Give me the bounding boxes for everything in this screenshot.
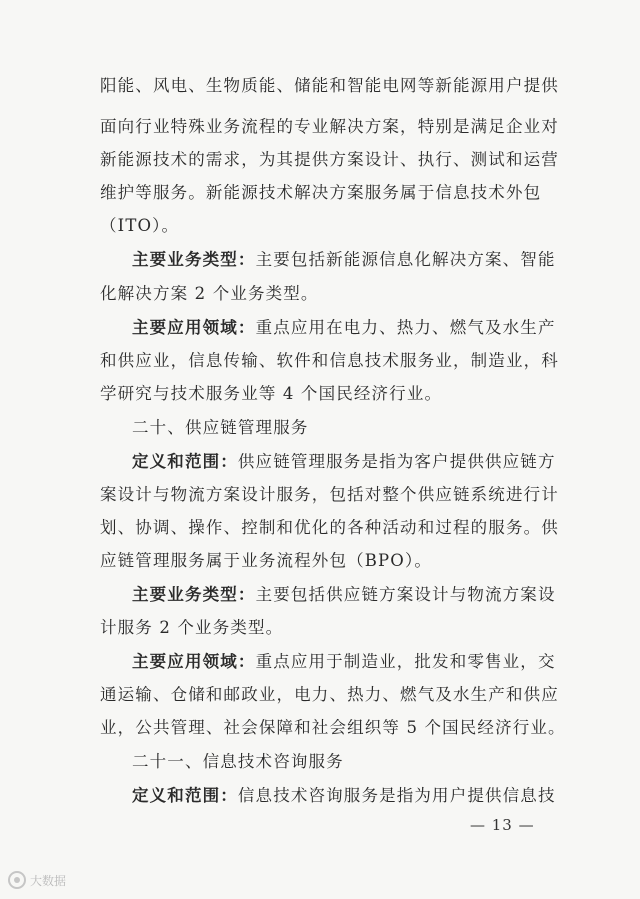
paragraph-line: 业，公共管理、社会保障和社会组织等 5 个国民经济行业。 — [100, 718, 566, 737]
paragraph-line: 新能源技术的需求，为其提供方案设计、执行、测试和运营 — [100, 150, 559, 169]
page-number: — 13 — — [470, 816, 535, 834]
paragraph-line: 维护等服务。新能源技术解决方案服务属于信息技术外包 — [100, 183, 542, 202]
application-field-label: 主要应用领域： — [132, 318, 256, 337]
definition-label: 定义和范围： — [132, 452, 238, 471]
business-type-label: 主要业务类型： — [132, 585, 256, 604]
application-field-paragraph — [132, 652, 556, 672]
definition-paragraph — [132, 452, 556, 472]
brand-logo-icon — [8, 871, 26, 889]
section-heading: 二十、供应链管理服务 — [132, 418, 309, 437]
paragraph-line: 阳能、风电、生物质能、储能和智能电网等新能源用户提供 — [100, 76, 559, 95]
definition-text: 信息技术咨询服务是指为用户提供信息技 — [237, 786, 556, 805]
application-field-text: 重点应用于制造业，批发和零售业，交 — [255, 652, 556, 671]
business-type-paragraph — [132, 250, 556, 270]
paragraph-line: 应链管理服务属于业务流程外包（BPO）。 — [100, 551, 433, 570]
paragraph-line: （ITO）。 — [100, 216, 180, 235]
paragraph-line: 通运输、仓储和邮政业，电力、热力、燃气及水生产和供应 — [100, 685, 559, 704]
business-type-text: 主要包括新能源信息化解决方案、智能 — [255, 250, 556, 269]
watermark — [8, 868, 66, 892]
watermark-text: 大数据 — [30, 873, 67, 888]
paragraph-line: 划、协调、操作、控制和优化的各种活动和过程的服务。供 — [100, 518, 559, 537]
business-type-paragraph — [132, 585, 556, 605]
paragraph-line: 面向行业特殊业务流程的专业解决方案，特别是满足企业对 — [100, 117, 559, 136]
definition-text: 供应链管理服务是指为客户提供供应链方 — [237, 452, 556, 471]
paragraph-line: 学研究与技术服务业等 4 个国民经济行业。 — [100, 384, 443, 403]
definition-paragraph — [132, 786, 556, 806]
business-type-label: 主要业务类型： — [132, 250, 256, 269]
application-field-paragraph — [132, 318, 556, 338]
application-field-label: 主要应用领域： — [132, 652, 256, 671]
paragraph-line: 案设计与物流方案设计服务，包括对整个供应链系统进行计 — [100, 485, 559, 504]
business-type-text: 主要包括供应链方案设计与物流方案设 — [255, 585, 556, 604]
paragraph-line: 化解决方案 2 个业务类型。 — [100, 284, 319, 303]
definition-label: 定义和范围： — [132, 786, 238, 805]
paragraph-line: 计服务 2 个业务类型。 — [100, 618, 284, 637]
section-heading: 二十一、信息技术咨询服务 — [132, 752, 344, 771]
application-field-text: 重点应用在电力、热力、燃气及水生产 — [255, 318, 556, 337]
paragraph-line: 和供应业，信息传输、软件和信息技术服务业，制造业，科 — [100, 351, 559, 370]
